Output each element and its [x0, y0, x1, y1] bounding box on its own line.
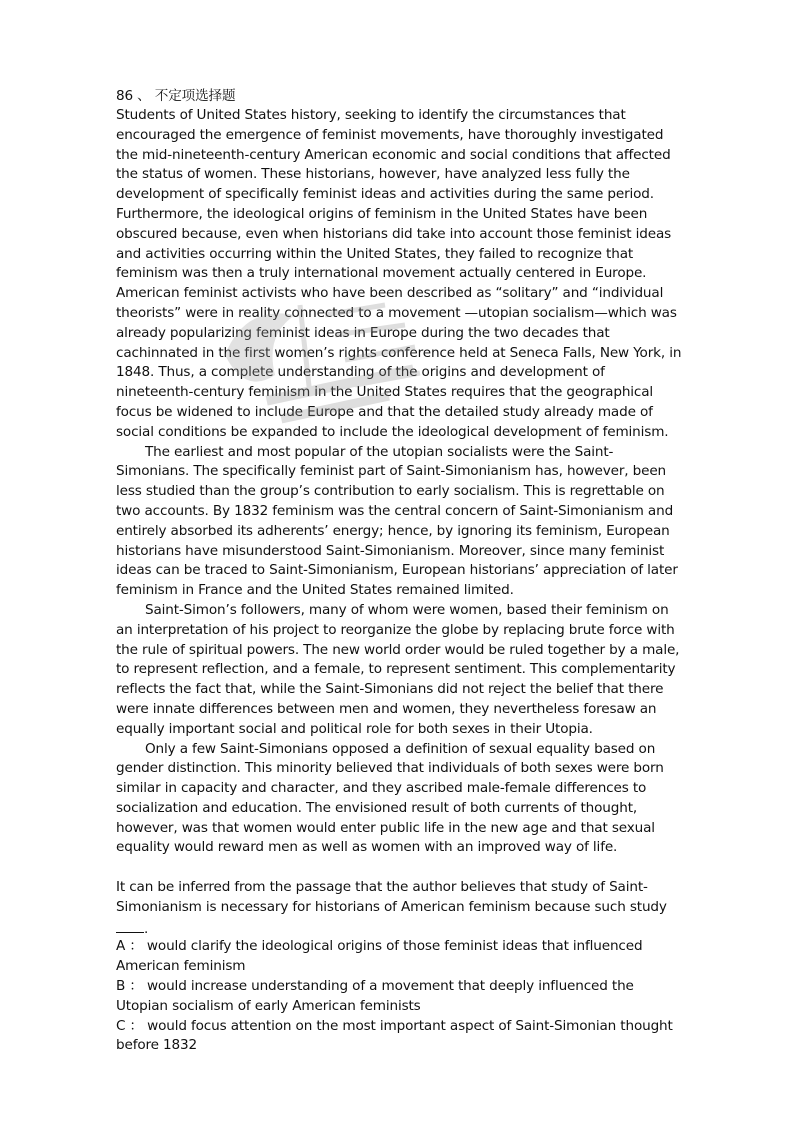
passage-paragraph-3: Saint-Simon’s followers, many of whom were women, based their feminism on an interpretation of his project to reorganize the globe by replacing brute force with the rule of spiritual powers. The new world order would be ruled together by a male, to represent reflection, and a female, to represent sentiment. This complementarity reflects the fact that, while the Saint-Simonians did not reject the belief that there were innate differences between men and women, they nevertheless foresaw an equally important social and political role for both sexes in their Utopia. [116, 601, 680, 737]
question-stem-text: It can be inferred from the passage that the author believes that study of Saint-Simonianism is necessary for historians of American feminism because such study [116, 879, 667, 915]
answer-blank [116, 918, 144, 933]
option-c[interactable]: C ： would focus attention on the most important aspect of Saint-Simonian thought before 1832 [116, 1017, 673, 1054]
option-a[interactable]: A ： would clarify the ideological origins of those feminist ideas that influenced American feminism [116, 938, 643, 975]
question-stem-end: . [144, 920, 149, 937]
option-b[interactable]: B ： would increase understanding of a movement that deeply influenced the Utopian socialism of early American feminists [116, 978, 634, 1014]
passage-paragraph-4: Only a few Saint-Simonians opposed a definition of sexual equality based on gender distinction. This minority believed that individuals of both sexes were born similar in capacity and character, and they ascribed male-female differences to socialization and education. The envisioned result of both currents of thought, however, was that women would enter public life in the new age and that sexual equality would reward men as well as women with an improved way of life. [116, 740, 664, 856]
passage-paragraph-2: The earliest and most popular of the utopian socialists were the Saint-Simonians. The specifically feminist part of Saint-Simonianism has, however, been less studied than the group’s contribution to early socialism. This is regrettable on two accounts. By 1832 feminism was the central concern of Saint-Simonianism and entirely absorbed its adherents’ energy; hence, by ignoring its feminism, European historians have misunderstood Saint-Simonianism. Moreover, since many feminist ideas can be traced to Saint-Simonianism, European historians’ appreciation of later feminism in France and the United States remained limited. [116, 443, 678, 599]
question-page [116, 86, 686, 1056]
question-stem [116, 878, 686, 918]
question-number-label: 86 、 不定项选择题 [116, 88, 236, 104]
answer-blank-line [116, 918, 686, 938]
passage-paragraph-1: Students of United States history, seeking to identify the circumstances that encouraged the emergence of feminist movements, have thoroughly investigated the mid-nineteenth-century American economic and social conditions that affected the status of women. These historians, however, have analyzed less fully the development of specifically feminist ideas and activities during the same period. Furthermore, the ideological origins of feminism in the United States have been obscured because, even when historians did take into account those feminist ideas and activities occurring within the United States, they failed to recognize that feminism was then a truly international movement actually centered in Europe. American feminist activists who have been described as “solitary” and “individual theorists” were in reality connected to a movement —utopian socialism—which was already popularizing feminist ideas in Europe during the two decades that cachinnated in the first women’s rights conference held at Seneca Falls, New York, in 1848. Thus, a complete understanding of the origins and development of nineteenth-century feminism in the United States requires that the geographical focus be widened to include Europe and that the detailed study already made of social conditions be expanded to include the ideological development of feminism. [116, 107, 682, 440]
